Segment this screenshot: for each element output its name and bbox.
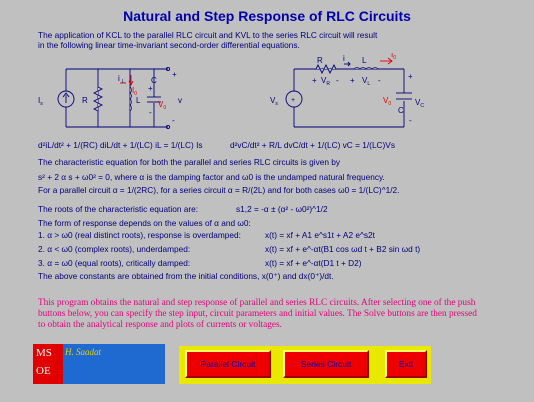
svg-text:R: R [82, 96, 88, 105]
series-inductor-icon [354, 68, 378, 69]
svg-text:C: C [151, 76, 157, 85]
svg-text:VC: $V_C$ [415, 98, 424, 109]
svg-text:+: + [350, 76, 355, 85]
svg-text:+: + [172, 70, 177, 79]
svg-text:VR: $V_R$ [321, 76, 330, 87]
intro-text [38, 30, 478, 50]
svg-text:+: + [312, 76, 317, 85]
svg-text:R: R [317, 56, 323, 65]
svg-text:+: + [408, 72, 413, 81]
form-label: The form of response depends on the values of α and ω0: [38, 218, 251, 228]
case2-label: 2. α < ω0 (complex roots), underdamped: [38, 244, 191, 254]
exit-button[interactable]: Exit [385, 350, 427, 378]
resistor-icon [94, 87, 102, 111]
svg-text:Vs: $V_s$ [270, 96, 278, 107]
svg-text:+: + [291, 97, 296, 104]
case2-equation: x(t) = xf + e^-αt(B1 cos ωd t + B2 sin ωd t) [265, 244, 421, 254]
svg-text:I0: $I_0$ [132, 86, 138, 97]
case1-label: 1. α > ω0 (real distinct roots), response is overdamped: [38, 230, 241, 240]
logo-line-2: OE [36, 365, 51, 377]
case3-label: 3. α = ω0 (equal roots), critically damped: [38, 258, 191, 268]
svg-text:-: - [336, 76, 339, 85]
button-panel [179, 346, 431, 384]
author-name: H. Saadat [65, 347, 101, 357]
case1-equation: x(t) = xf + A1 e^s1t + A2 e^s2t [265, 230, 375, 240]
page-title: Natural and Step Response of RLC Circuits [123, 8, 411, 24]
intro-line-2: in the following linear time-invariant second-order differential equations. [38, 40, 300, 50]
parallel-circuit-button[interactable]: Parallel Circuit [185, 350, 271, 378]
author-panel [63, 344, 165, 384]
svg-text:C: C [398, 106, 404, 115]
roots-equation: s1,2 = -α ± (α² - ω0²)^1/2 [236, 204, 328, 214]
msoe-logo [33, 344, 63, 384]
case3-equation: x(t) = xf + e^-αt(D1 t + D2) [265, 258, 362, 268]
svg-text:I0: $I_0$ [391, 53, 397, 61]
svg-text:-: - [409, 116, 412, 125]
series-resistor-icon [316, 65, 336, 73]
parallel-equation: d²iL/dt² + 1/(RC) diL/dt + 1/(LC) iL = 1/(LC) Is [38, 140, 203, 150]
svg-text:-: - [172, 116, 175, 125]
svg-text:L: L [122, 79, 125, 85]
svg-text:V0: $V_0$ [158, 100, 167, 111]
series-rlc-circuit [286, 58, 412, 127]
characteristic-text: The characteristic equation for both the parallel and series RLC circuits is given by [38, 157, 341, 167]
svg-text:V0: $V_0$ [383, 96, 392, 107]
svg-text:L: L [362, 56, 367, 65]
characteristic-equation: s² + 2 α s + ω0² = 0, where α is the damping factor and ω0 is the undamped natural frequency. [38, 172, 385, 182]
svg-text:Is: $I_s$ [38, 96, 43, 107]
svg-text:i: i [343, 54, 345, 63]
svg-text:i: i [118, 74, 120, 83]
series-circuit-button[interactable]: Series Circuit [283, 350, 369, 378]
svg-text:-: - [149, 108, 152, 117]
logo-line-1: MS [36, 347, 52, 359]
constants-text: The above constants are obtained from the initial conditions, x(0⁺) and dx(0⁺)/dt. [38, 271, 334, 281]
alpha-definition: For a parallel circuit α = 1/(2RC), for a series circuit α = R/(2L) and for both cases ω0 = 1/(LC)^1/2. [38, 185, 400, 195]
roots-label: The roots of the characteristic equation are: [38, 204, 199, 214]
svg-text:VL: $V_L$ [362, 76, 371, 87]
series-equation: d²vC/dt² + R/L dvC/dt + 1/(LC) vC = 1/(LC)Vs [230, 140, 395, 150]
intro-line-1: The application of KCL to the parallel RLC circuit and KVL to the series RLC circuit will result [38, 30, 378, 40]
circuit-diagrams [32, 53, 502, 131]
program-description: This program obtains the natural and step response of parallel and series RLC circuits. After selecting one of the push buttons below, you can specify the step input, circuit parameters and initial values. The Solve buttons are then pressed to obtain the analytical response and plots of currents or voltages. [38, 298, 477, 330]
svg-text:-: - [378, 76, 381, 85]
svg-text:L: L [136, 96, 141, 105]
svg-text:+: + [148, 84, 153, 93]
svg-text:v: v [178, 96, 182, 105]
